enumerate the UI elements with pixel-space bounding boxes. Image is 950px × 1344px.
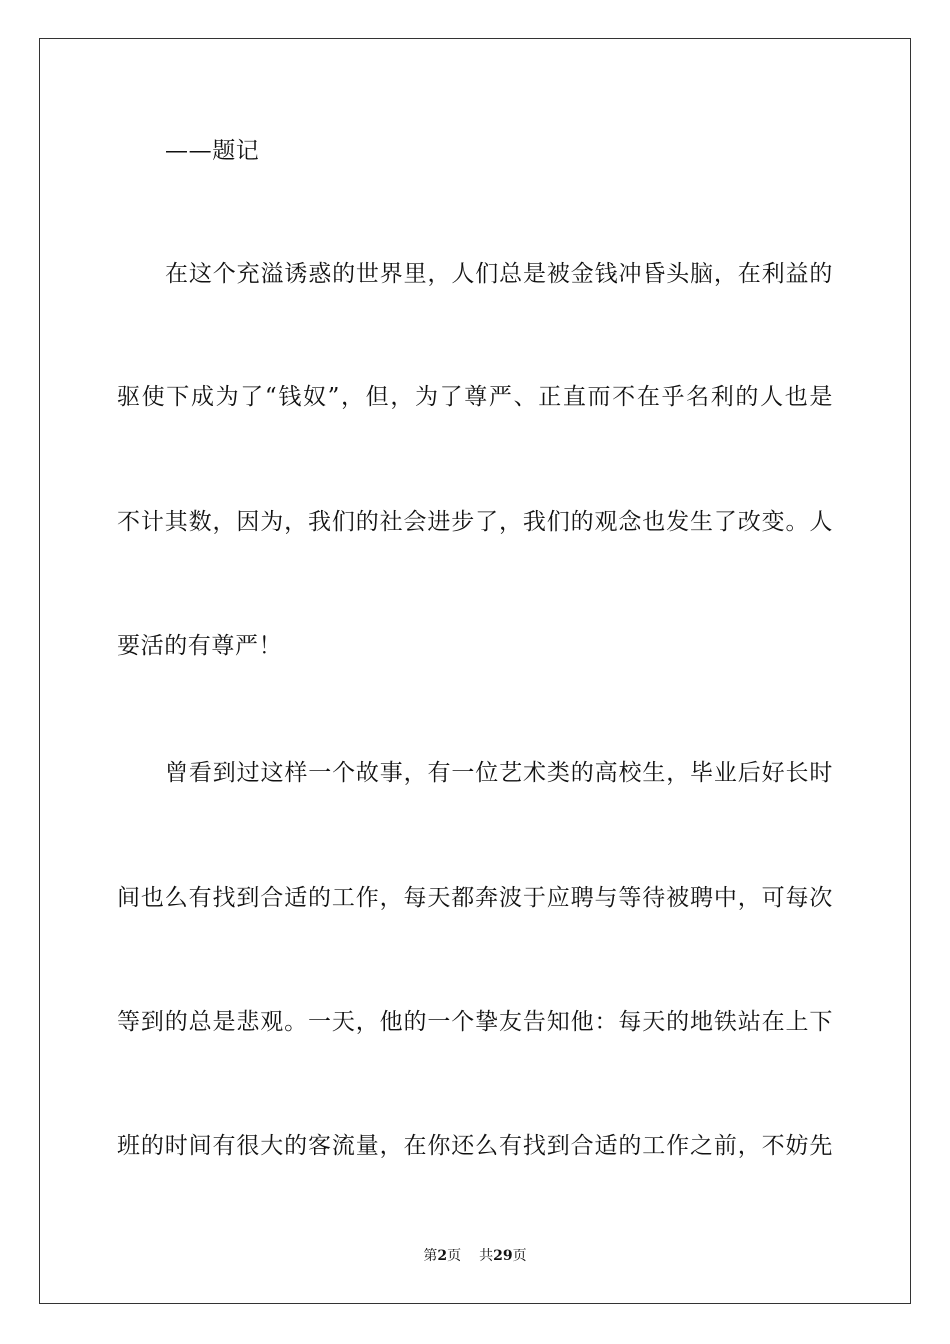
epigraph-attribution: ——题记: [165, 138, 260, 164]
page-footer: [0, 1246, 950, 1266]
total-suffix: 页: [512, 1248, 527, 1264]
total-prefix: 共: [479, 1248, 494, 1264]
paragraph-2-line-4: 班的时间有很大的客流量，在你还么有找到合适的工作之前，不妨先: [117, 1133, 833, 1159]
paragraph-2-line-3: 等到的总是悲观。一天，他的一个挚友告知他：每天的地铁站在上下: [117, 1009, 833, 1035]
paragraph-2-line-2: 间也么有找到合适的工作，每天都奔波于应聘与等待被聘中，可每次: [117, 885, 833, 911]
paragraph-1-line-2: 驱使下成为了“钱奴”，但，为了尊严、正直而不在乎名利的人也是: [117, 384, 833, 410]
paragraph-1-line-1: 在这个充溢诱惑的世界里，人们总是被金钱冲昏头脑，在利益的: [165, 261, 833, 287]
paragraph-1-line-3: 不计其数，因为，我们的社会进步了，我们的观念也发生了改变。人: [117, 509, 833, 535]
paragraph-1-line-4: 要活的有尊严！: [117, 633, 283, 659]
paragraph-2-line-1: 曾看到过这样一个故事，有一位艺术类的高校生，毕业后好长时: [165, 760, 833, 786]
page-prefix: 第: [423, 1248, 438, 1264]
page-frame: [39, 38, 911, 1304]
total-pages: 29: [493, 1248, 513, 1264]
page-suffix: 页: [447, 1248, 462, 1264]
page-number: 2: [437, 1248, 448, 1264]
